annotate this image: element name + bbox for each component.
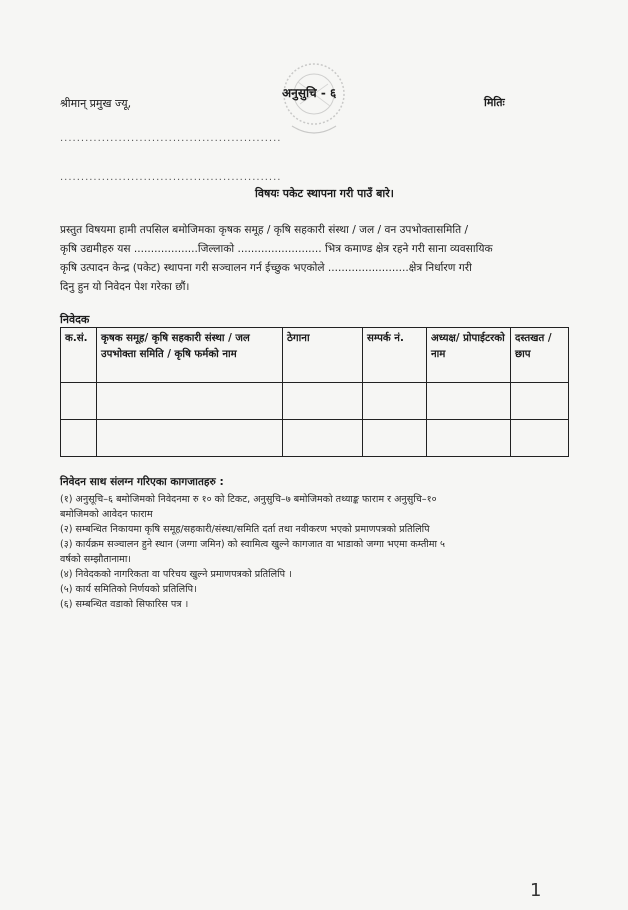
attachment-line: वर्षको सम्झौतानामा। <box>60 554 131 565</box>
attachment-line: (१) अनुसूचि–६ बमोजिमको निवेदनमा रु १० को टिकट, अनुसुचि–७ बमोजिमको तथ्याङ्क फाराम र अनुसुचि–१० <box>60 494 437 505</box>
attachment-line: (३) कार्यक्रम सञ्चालन हुने स्थान (जग्गा जमिन) को स्वामित्व खुल्ने कागजात वा भाडाको जग्गा भएमा कम्तीमा ५ <box>60 539 446 550</box>
table-cell <box>61 420 97 457</box>
table-row <box>61 383 569 420</box>
body-paragraph <box>60 221 568 297</box>
dotted-line-1: ..................................................... <box>60 133 282 144</box>
attachments-list <box>60 492 580 612</box>
body-line: कृषि उत्पादन केन्द्र (पकेट) स्थापना गरी सञ्चालन गर्न ईच्छुक भएकोले ........................क्षेत्र निर्धारण गरी <box>60 262 472 274</box>
page-number: 1 <box>530 880 542 901</box>
attachment-line: (५) कार्य समितिको निर्णयको प्रतिलिपि। <box>60 584 197 595</box>
attachment-line: (६) सम्बन्धित वडाको सिफारिस पत्र । <box>60 599 189 610</box>
attachment-line: (४) निवेदकको नागरिकता वा परिचय खुल्ने प्रमाणपत्रको प्रतिलिपि । <box>60 569 292 580</box>
table-cell <box>61 383 97 420</box>
table-cell <box>427 420 511 457</box>
attachments-title: निवेदन साथ संलग्न गरिएका कागजातहरु : <box>60 476 224 488</box>
table-row <box>61 420 569 457</box>
attachment-line: बमोजिमको आवेदन फाराम <box>60 509 153 520</box>
table-cell <box>511 383 569 420</box>
table-cell <box>363 383 427 420</box>
table-cell <box>427 383 511 420</box>
table-cell <box>511 420 569 457</box>
addressee: श्रीमान् प्रमुख ज्यू, <box>60 97 132 110</box>
col-header-group-name: कृषक समूह/ कृषि सहकारी संस्था / जल उपभोक्ता समिति / कृषि फर्मको नाम <box>97 328 283 383</box>
applicant-table <box>60 327 569 457</box>
col-header-contact: सम्पर्क नं. <box>363 328 427 383</box>
table-cell <box>97 420 283 457</box>
col-header-chairperson: अध्यक्ष/ प्रोपाईटरको नाम <box>427 328 511 383</box>
stamp-seal <box>278 56 350 148</box>
attachment-line: (२) सम्बन्धित निकायमा कृषि समूह/सहकारी/संस्था/समिति दर्ता तथा नवीकरण भएको प्रमाणपत्रको प्रतिलिपि <box>60 524 430 535</box>
date-label: मितिः <box>484 96 505 109</box>
table-cell <box>363 420 427 457</box>
anusuchi-heading: अनुसुचि - ६ <box>282 86 337 100</box>
dotted-line-2: ..................................................... <box>60 172 282 183</box>
body-line: प्रस्तुत विषयमा हामी तपसिल बमोजिमका कृषक समूह / कृषि सहकारी संस्था / जल / वन उपभोक्तासमिति / <box>60 224 469 236</box>
col-header-sn: क.सं. <box>61 328 97 383</box>
body-line: कृषि उद्यमीहरु यस ...................जिल्लाको ......................... भित्र कमाण्ड क्षेत्र रहने गरी साना व्यवसायिक <box>60 243 493 255</box>
table-header-row <box>61 328 569 383</box>
applicant-label: निवेदक <box>60 313 90 326</box>
table-cell <box>283 420 363 457</box>
body-line: दिनु हुन यो निवेदन पेश गरेका छौं। <box>60 281 190 293</box>
col-header-signature: दस्तखत / छाप <box>511 328 569 383</box>
subject-line: विषयः पकेट स्थापना गरी पाउँ बारे। <box>255 187 394 200</box>
col-header-address: ठेगाना <box>283 328 363 383</box>
table-cell <box>97 383 283 420</box>
table-cell <box>283 383 363 420</box>
